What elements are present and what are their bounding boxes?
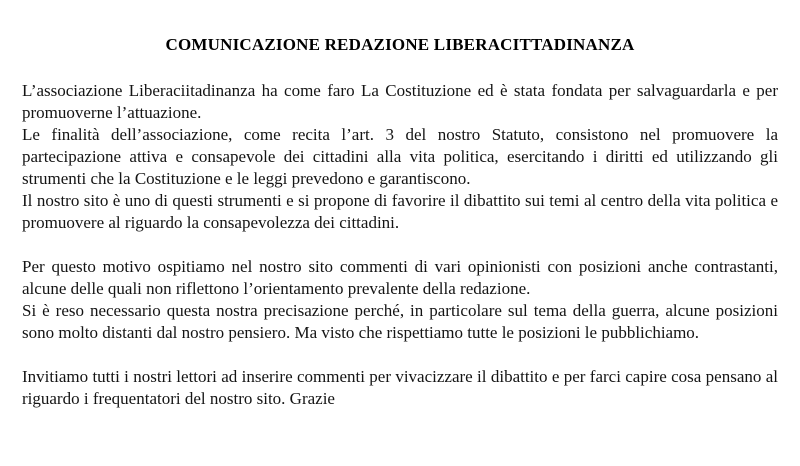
- paragraph-statute-goals: Le finalità dell’associazione, come recita l’art. 3 del nostro Statuto, consistono nel promuovere la partecipazione attiva e consapevole dei cittadini alla vita politica, esercitando i diritti ed utilizzando gli strumenti che la Costituzione e le leggi prevedono e garantiscono.: [22, 125, 778, 188]
- paragraph-clarification: Si è reso necessario questa nostra precisazione perché, in particolare sul tema della guerra, alcune posizioni sono molto distanti dal nostro pensiero. Ma visto che rispettiamo tutte le posizioni le pubblichiamo.: [22, 301, 778, 342]
- blank-line: [22, 344, 778, 366]
- paragraph-association-founding: L’associazione Liberaciitadinanza ha come faro La Costituzione ed è stata fondata per salvaguardarla e per promuoverne l’attuazione.: [22, 81, 778, 122]
- paragraph-invitation: Invitiamo tutti i nostri lettori ad inserire commenti per vivacizzare il dibattito e per farci capire cosa pensano al riguardo i frequentatori del nostro sito. Grazie: [22, 367, 778, 408]
- paragraph-opinionists: Per questo motivo ospitiamo nel nostro sito commenti di vari opinionisti con posizioni anche contrastanti, alcune delle quali non riflettono l’orientamento prevalente della redazione.: [22, 257, 778, 298]
- blank-line: [22, 234, 778, 256]
- document-title: COMUNICAZIONE REDAZIONE LIBERACITTADINANZA: [165, 35, 635, 54]
- paragraph-site-purpose: Il nostro sito è uno di questi strumenti e si propone di favorire il dibattito sui temi al centro della vita politica e promuovere al riguardo la consapevolezza dei cittadini.: [22, 191, 778, 232]
